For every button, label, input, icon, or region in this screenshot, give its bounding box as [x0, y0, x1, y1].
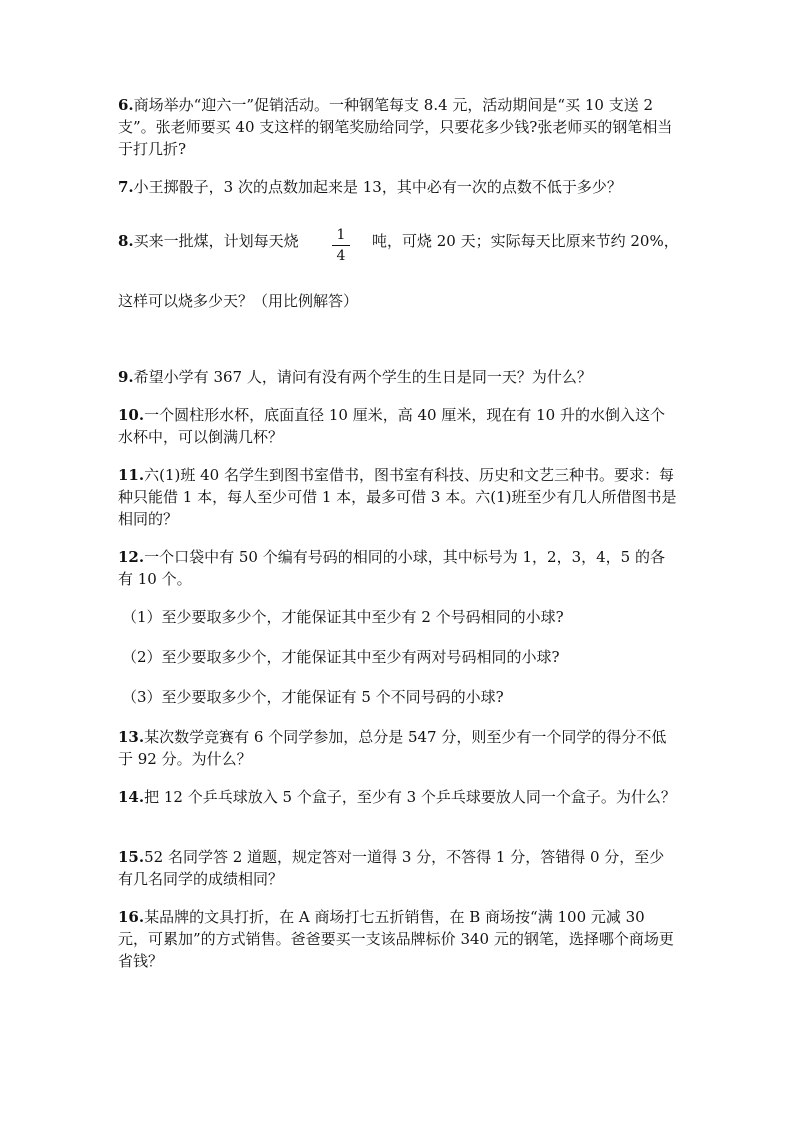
question-9	[118, 366, 678, 388]
question-7	[118, 176, 678, 198]
question-number: 10.	[118, 406, 145, 424]
question-text: 六(1)班 40 名学生到图书室借书，图书室有科技、历史和文艺三种书。要求：每种只能借 1 本，每人至少可借 1 本，最多可借 3 本。六(1)班至少有几人所借图书是相同的？	[118, 466, 677, 528]
question-number: 15.	[118, 848, 145, 866]
question-text: 希望小学有 367 人，请问有没有两个学生的生日是同一天？为什么？	[133, 368, 592, 386]
question-11	[118, 464, 678, 530]
question-12-part-3: （3）至少要取多少个，才能保证有 5 个不同号码的小球?	[122, 688, 504, 706]
question-text: 某次数学竞赛有 6 个同学参加，总分是 547 分，则至少有一个同学的得分不低于 92 分。为什么？	[118, 728, 667, 768]
question-16	[118, 906, 678, 972]
question-12	[118, 546, 678, 590]
question-10	[118, 404, 678, 448]
fraction-denominator: 4	[336, 248, 346, 264]
question-8-line-2: 这样可以烧多少天？（用比例解答）	[118, 292, 359, 310]
question-text: 商场举办“迎六一”促销活动。一种钢笔每支 8.4 元，活动期间是“买 10 支送 2 支”。张老师要买 40 支这样的钢笔奖励给同学，只要花多少钱?张老师买的钢笔相当于打几折?	[118, 96, 673, 158]
question-8-line-1-after: 吨，可烧 20 天；实际每天比原来节约 20%，	[372, 232, 679, 250]
question-number: 6.	[118, 96, 134, 114]
fraction-numerator: 1	[336, 227, 346, 243]
question-6	[118, 94, 678, 160]
question-number: 14.	[118, 788, 145, 806]
question-text: 52 名同学答 2 道题，规定答对一道得 3 分，不答得 1 分，答错得 0 分，至少有几名同学的成绩相同？	[118, 848, 665, 888]
question-text-before: 买来一批煤，计划每天烧	[133, 232, 299, 250]
question-number: 9.	[118, 368, 134, 386]
question-15	[118, 846, 678, 890]
question-12-part-1: （1）至少要取多少个，才能保证其中至少有 2 个号码相同的小球?	[122, 608, 564, 626]
question-14	[118, 786, 678, 808]
question-number: 11.	[118, 466, 145, 484]
question-text: 把 12 个乒乓球放入 5 个盒子，至少有 3 个乒乓球要放人同一个盒子。为什么？	[144, 788, 676, 806]
question-text: 一个口袋中有 50 个编有号码的相同的小球，其中标号为 1，2，3，4，5 的各有 10 个。	[118, 548, 665, 588]
question-number: 16.	[118, 908, 145, 926]
question-text: 小王掷骰子，3 次的点数加起来是 13，其中必有一次的点数不低于多少？	[133, 178, 622, 196]
question-text: 一个圆柱形水杯，底面直径 10 厘米，高 40 厘米，现在有 10 升的水倒入这个水杯中，可以倒满几杯？	[118, 406, 665, 446]
question-8-line-1	[118, 230, 299, 252]
question-number: 12.	[118, 548, 145, 566]
question-number: 13.	[118, 728, 145, 746]
question-number: 8.	[118, 232, 134, 250]
question-13	[118, 726, 678, 770]
fraction-bar	[332, 245, 350, 246]
question-number: 7.	[118, 178, 134, 196]
question-12-part-2: （2）至少要取多少个，才能保证其中至少有两对号码相同的小球?	[122, 648, 560, 666]
fraction	[332, 226, 350, 265]
question-text: 某品牌的文具打折，在 A 商场打七五折销售，在 B 商场按“满 100 元减 30 元，可累加”的方式销售。爸爸要买一支该品牌标价 340 元的钢笔，选择哪个商场更省钱？	[118, 908, 674, 970]
